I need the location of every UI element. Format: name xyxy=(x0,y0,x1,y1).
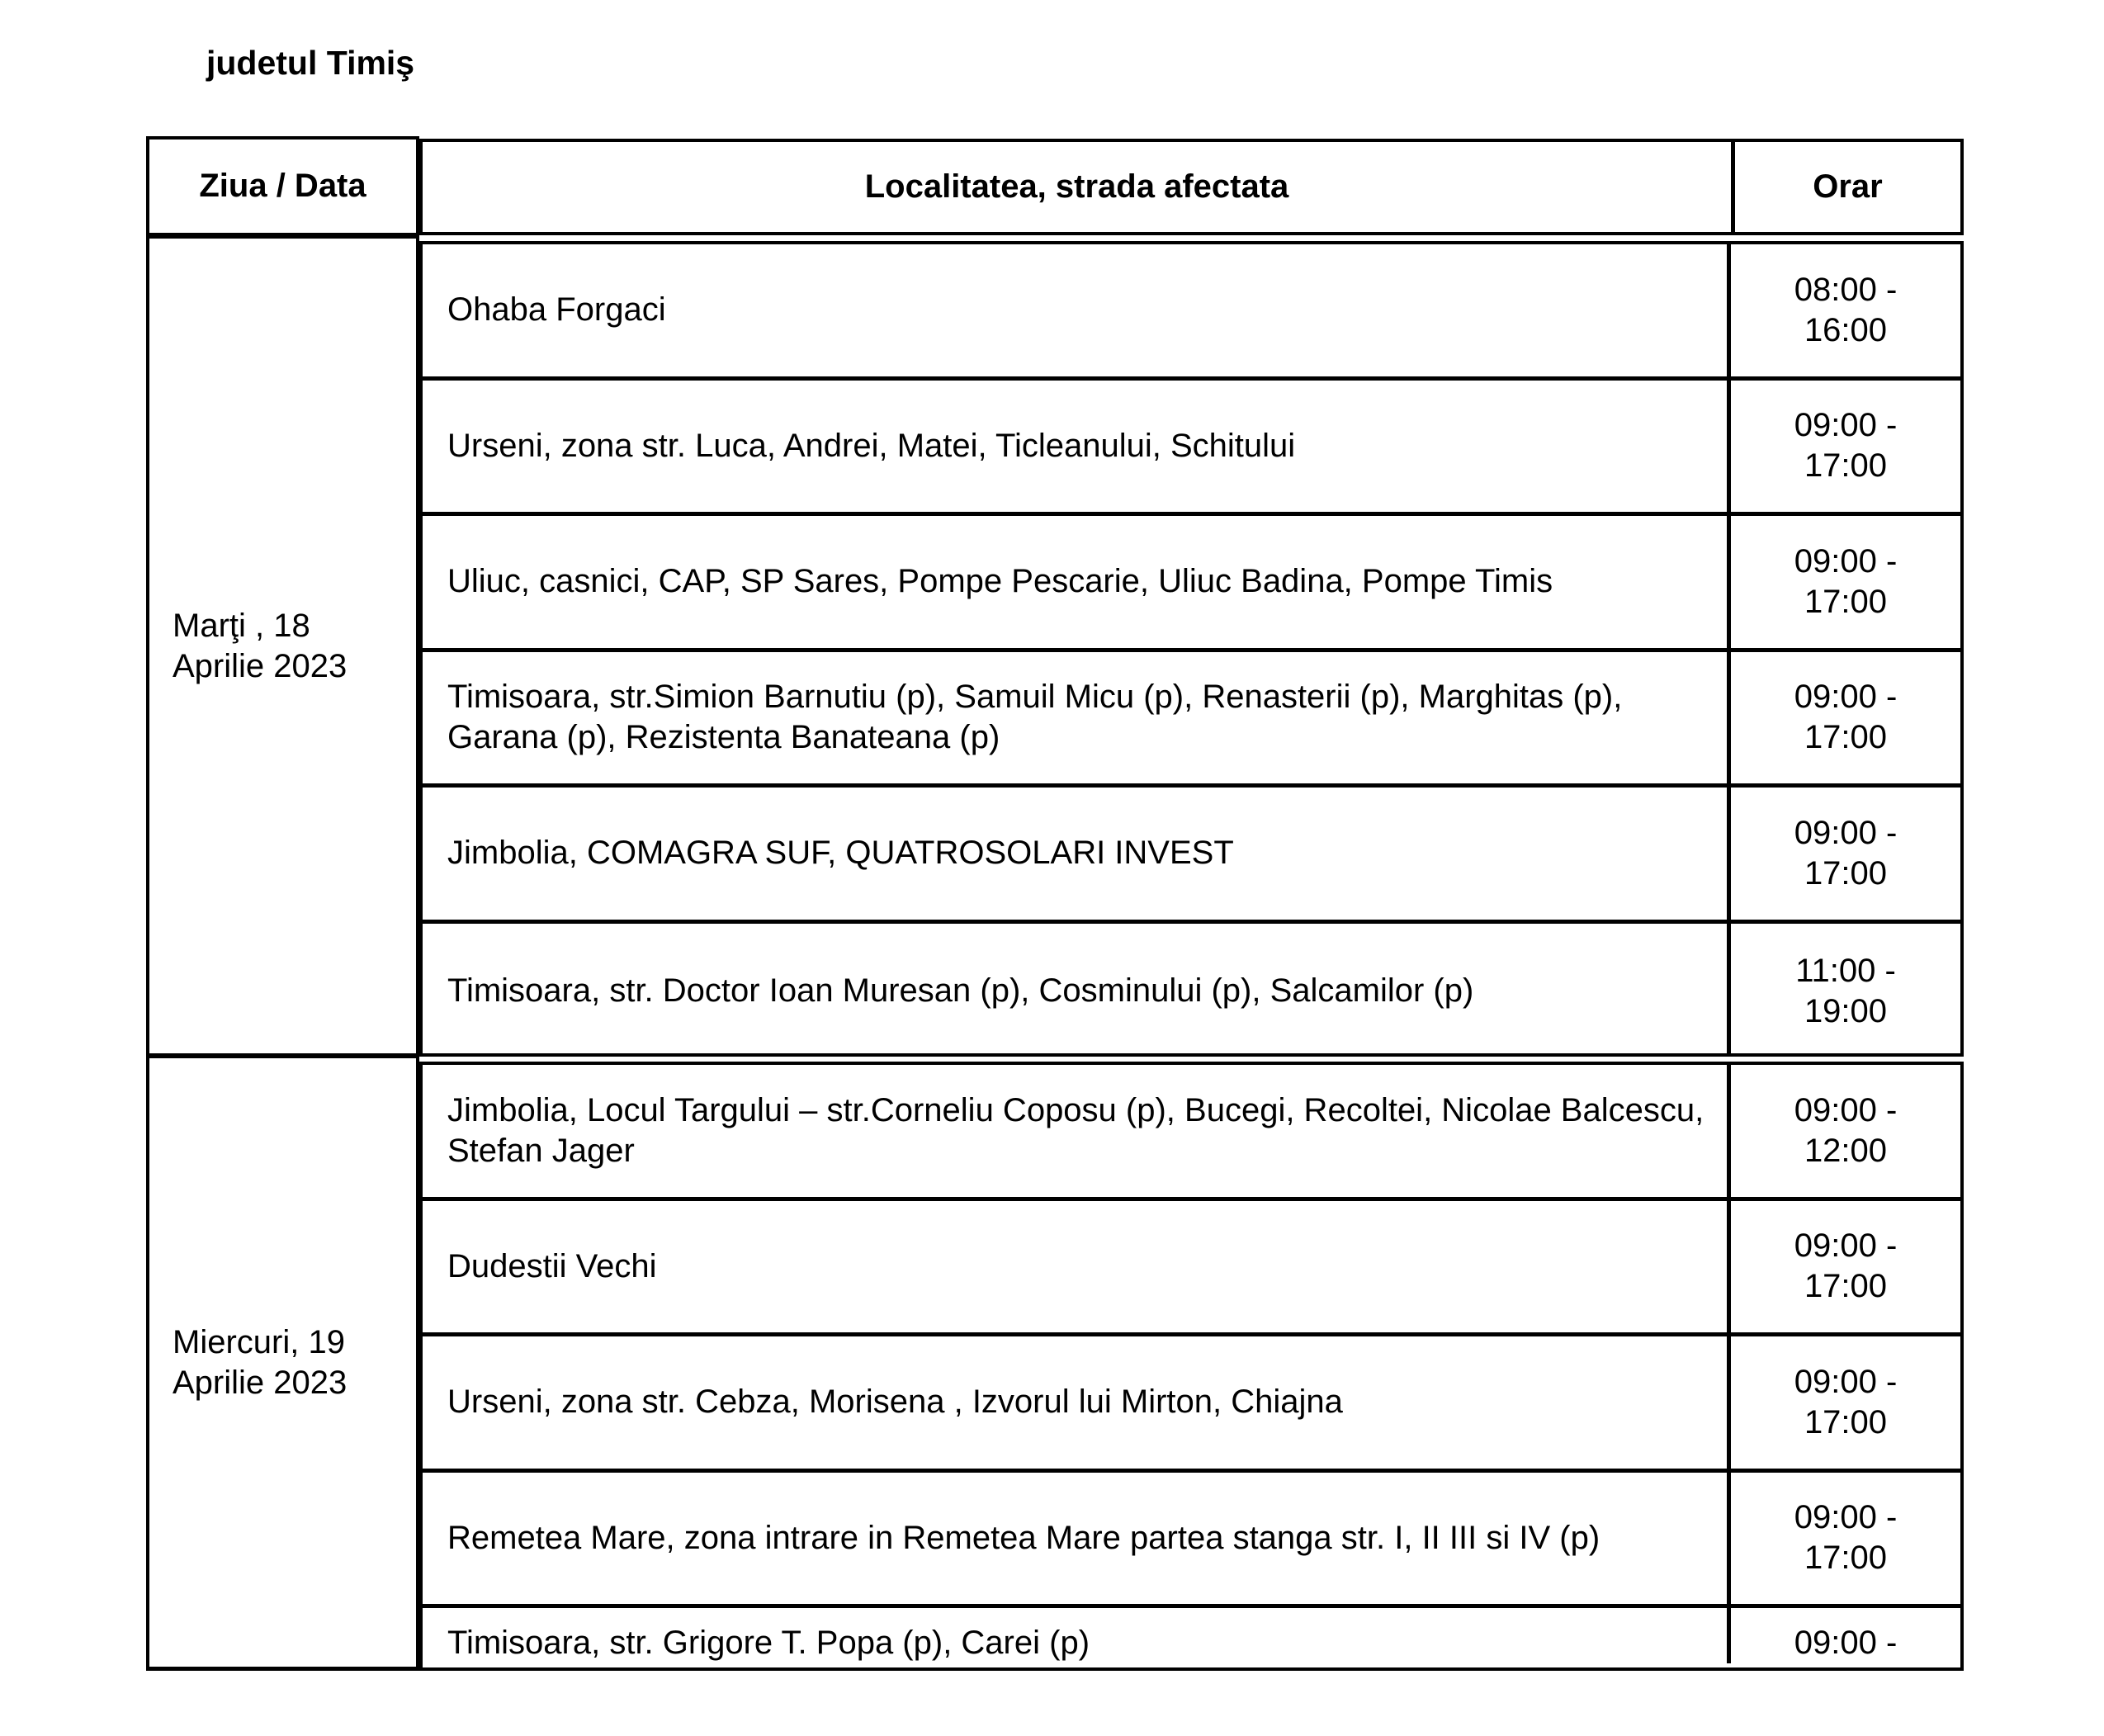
time-start: 09:00 - xyxy=(1794,1625,1898,1661)
table-row xyxy=(423,924,1960,1057)
time-end: 17:00 xyxy=(1804,583,1888,620)
table-row xyxy=(423,652,1960,788)
header-schedule-label: Orar xyxy=(1813,168,1883,205)
day-cell-1 xyxy=(146,239,419,1058)
table-row xyxy=(423,244,1960,381)
day-section-1 xyxy=(419,241,1964,1057)
header-day-label: Ziua / Data xyxy=(199,168,366,204)
schedule-cell xyxy=(1731,381,1960,513)
schedule-cell xyxy=(1731,788,1960,920)
header-row xyxy=(419,139,1964,235)
time-start: 09:00 - xyxy=(1794,407,1898,444)
table-row xyxy=(423,516,1960,652)
schedule-cell xyxy=(1731,1336,1960,1469)
schedule-value xyxy=(1794,1623,1898,1663)
time-end: 17:00 xyxy=(1804,854,1888,892)
day-name: Miercuri, 19 xyxy=(173,1323,345,1360)
schedule-value xyxy=(1794,813,1898,894)
location-cell: Uliuc, casnici, CAP, SP Sares, Pompe Pescarie, Uliuc Badina, Pompe Timis xyxy=(423,516,1731,648)
time-start: 11:00 - xyxy=(1795,952,1896,989)
schedule-value xyxy=(1794,1226,1898,1307)
schedule-cell xyxy=(1731,1473,1960,1605)
time-end: 17:00 xyxy=(1804,1540,1888,1577)
day-date: Aprilie 2023 xyxy=(173,647,348,684)
document-title: judetul Timiş xyxy=(206,44,415,82)
schedule-value xyxy=(1794,542,1898,622)
table-row xyxy=(423,1473,1960,1609)
schedule-cell xyxy=(1731,244,1960,376)
location-cell: Urseni, zona str. Cebza, Morisena , Izvorul lui Mirton, Chiajna xyxy=(423,1336,1731,1469)
time-start: 09:00 - xyxy=(1794,1227,1898,1265)
time-start: 09:00 - xyxy=(1794,814,1898,851)
time-start: 09:00 - xyxy=(1794,542,1898,579)
time-start: 08:00 - xyxy=(1794,271,1898,308)
table-row xyxy=(423,1608,1960,1671)
table-row xyxy=(423,381,1960,517)
schedule-value xyxy=(1794,1090,1898,1171)
schedule-cell xyxy=(1731,1201,1960,1333)
schedule-cell xyxy=(1731,1065,1960,1197)
day-label xyxy=(173,606,347,687)
schedule-value xyxy=(1794,1362,1898,1443)
table-row xyxy=(423,1336,1960,1473)
header-day-cell xyxy=(146,136,419,239)
schedule-value xyxy=(1794,677,1898,758)
time-end: 17:00 xyxy=(1804,719,1888,756)
table-row xyxy=(423,1065,1960,1201)
schedule-cell xyxy=(1731,652,1960,784)
day-date: Aprilie 2023 xyxy=(173,1364,348,1401)
time-start: 09:00 - xyxy=(1794,1091,1898,1128)
location-cell: Timisoara, str. Doctor Ioan Muresan (p), Cosminului (p), Salcamilor (p) xyxy=(423,924,1731,1057)
time-end: 17:00 xyxy=(1804,447,1888,485)
time-start: 09:00 - xyxy=(1794,1499,1898,1536)
location-cell: Dudestii Vechi xyxy=(423,1201,1731,1333)
time-end: 17:00 xyxy=(1804,1268,1888,1305)
time-end: 17:00 xyxy=(1804,1403,1888,1440)
table-row xyxy=(423,788,1960,924)
location-cell: Urseni, zona str. Luca, Andrei, Matei, Ticleanului, Schitului xyxy=(423,381,1731,513)
location-cell: Jimbolia, Locul Targului – str.Corneliu Coposu (p), Bucegi, Recoltei, Nicolae Balcescu, Stefan Jager xyxy=(423,1065,1731,1197)
location-cell: Remetea Mare, zona intrare in Remetea Mare partea stanga str. I, II III si IV (p) xyxy=(423,1473,1731,1605)
location-cell: Jimbolia, COMAGRA SUF, QUATROSOLARI INVEST xyxy=(423,788,1731,920)
time-end: 19:00 xyxy=(1804,992,1888,1029)
time-start: 09:00 - xyxy=(1794,1363,1898,1400)
schedule-cell xyxy=(1731,1608,1960,1663)
time-end: 16:00 xyxy=(1804,311,1888,348)
day-name: Marţi , 18 xyxy=(173,607,310,644)
schedule-value xyxy=(1794,1497,1898,1578)
schedule-value xyxy=(1794,405,1898,486)
schedule-cell xyxy=(1731,924,1960,1057)
header-location-label: Localitatea, strada afectata xyxy=(423,142,1735,232)
table-row xyxy=(423,1201,1960,1337)
schedule-value xyxy=(1794,270,1898,351)
day-section-2 xyxy=(419,1062,1964,1671)
location-cell: Timisoara, str. Grigore T. Popa (p), Carei (p) xyxy=(423,1608,1731,1663)
time-start: 09:00 - xyxy=(1794,679,1898,716)
location-cell: Ohaba Forgaci xyxy=(423,244,1731,376)
time-end: 12:00 xyxy=(1804,1132,1888,1169)
schedule-cell xyxy=(1731,516,1960,648)
location-cell: Timisoara, str.Simion Barnutiu (p), Samuil Micu (p), Renasterii (p), Marghitas (p), Garana (p), Rezistenta Banateana (p) xyxy=(423,652,1731,784)
day-label xyxy=(173,1322,347,1403)
schedule-value xyxy=(1795,951,1896,1032)
day-cell-2 xyxy=(146,1058,419,1671)
